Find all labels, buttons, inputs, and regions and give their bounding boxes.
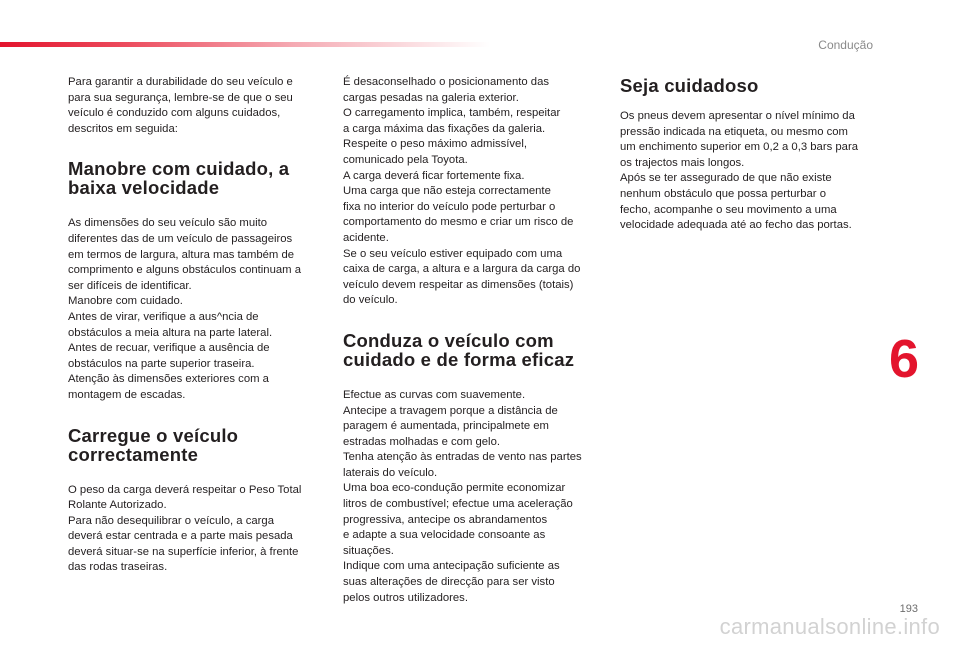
- heading-conduza: Conduza o veículo com cuidado e de forma eficaz: [343, 329, 575, 370]
- paragraph-conduza: Efectue as curvas com suavemente. Antecipe a travagem porque a distância de paragem é aumentada, principalmete em estradas molhadas e com gelo. Tenha atenção às entradas de vento nas partes laterais do veículo. Uma boa eco-condução permite economizar litros de combustível; efectue uma aceleração progressiva, antecipe os abrandamentos e adapte a sua velocidade consoante as situações. Indique com uma antecipação suficiente as suas alterações de direcção para ser visto pelos outros utilizadores.: [343, 388, 582, 604]
- paragraph-carregue: O peso da carga deverá respeitar o Peso Total Rolante Autorizado. Para não desequilibrar o veículo, a carga deverá estar centrada e a parte mais pesada deverá situar-se na superfície inferior, à frente das rodas traseiras.: [68, 483, 302, 574]
- paragraph-manobre: As dimensões do seu veículo são muito diferentes das de um veículo de passageiros em termos de largura, altura mas também de comprimento e alguns obstáculos continuam a ser difíceis de identificar. Manobre com cuidado. Antes de virar, verifique a aus^ncia de obstáculos a meia altura na parte lateral. Antes de recuar, verifique a ausência de obstáculos na parte superior traseira. Atenção às dimensões exteriores com a montagem de escadas.: [68, 217, 301, 401]
- heading-carregue: Carregue o veículo correctamente: [68, 424, 239, 465]
- column-3: [620, 76, 880, 234]
- watermark: carmanualsonline.info: [719, 614, 940, 639]
- column-2: [343, 75, 603, 606]
- heading-seja-cuidadoso: Seja cuidadoso: [620, 75, 759, 96]
- header-accent-bar: [0, 42, 490, 47]
- paragraph-carga-galeria: É desaconselhado o posicionamento das cargas pesadas na galeria exterior. O carregamento implica, também, respeitar a carga máxima das fixações da galeria. Respeite o peso máximo admissível, comunicado pela Toyota. A carga deverá ficar fortemente fixa. Uma carga que não esteja correctamente fixa no interior do veículo pode perturbar o comportamento do mesmo e criar um risco de acidente. Se o seu veículo estiver equipado com uma caixa de carga, a altura e a largura da carga do veículo devem respeitar as dimensões (totais) do veículo.: [343, 76, 581, 307]
- section-title: Condução: [818, 38, 873, 52]
- intro-paragraph: Para garantir a durabilidade do seu veículo e para sua segurança, lembre-se de que o seu veículo é conduzido com alguns cuidados, descritos em seguida:: [68, 76, 293, 135]
- paragraph-seja-cuidadoso: Os pneus devem apresentar o nível mínimo da pressão indicada na etiqueta, ou mesmo com um enchimento superior em 0,2 a 0,3 bars para os trajectos mais longos. Após se ter assegurado de que não existe nenhum obstáculo que possa perturbar o fecho, acompanhe o seu movimento a uma velocidade adequada até ao fecho das portas.: [620, 110, 858, 232]
- column-1: [68, 75, 323, 576]
- heading-manobre: Manobre com cuidado, a baixa velocidade: [68, 158, 290, 199]
- chapter-number: 6: [889, 329, 920, 389]
- page-number: 193: [899, 603, 918, 615]
